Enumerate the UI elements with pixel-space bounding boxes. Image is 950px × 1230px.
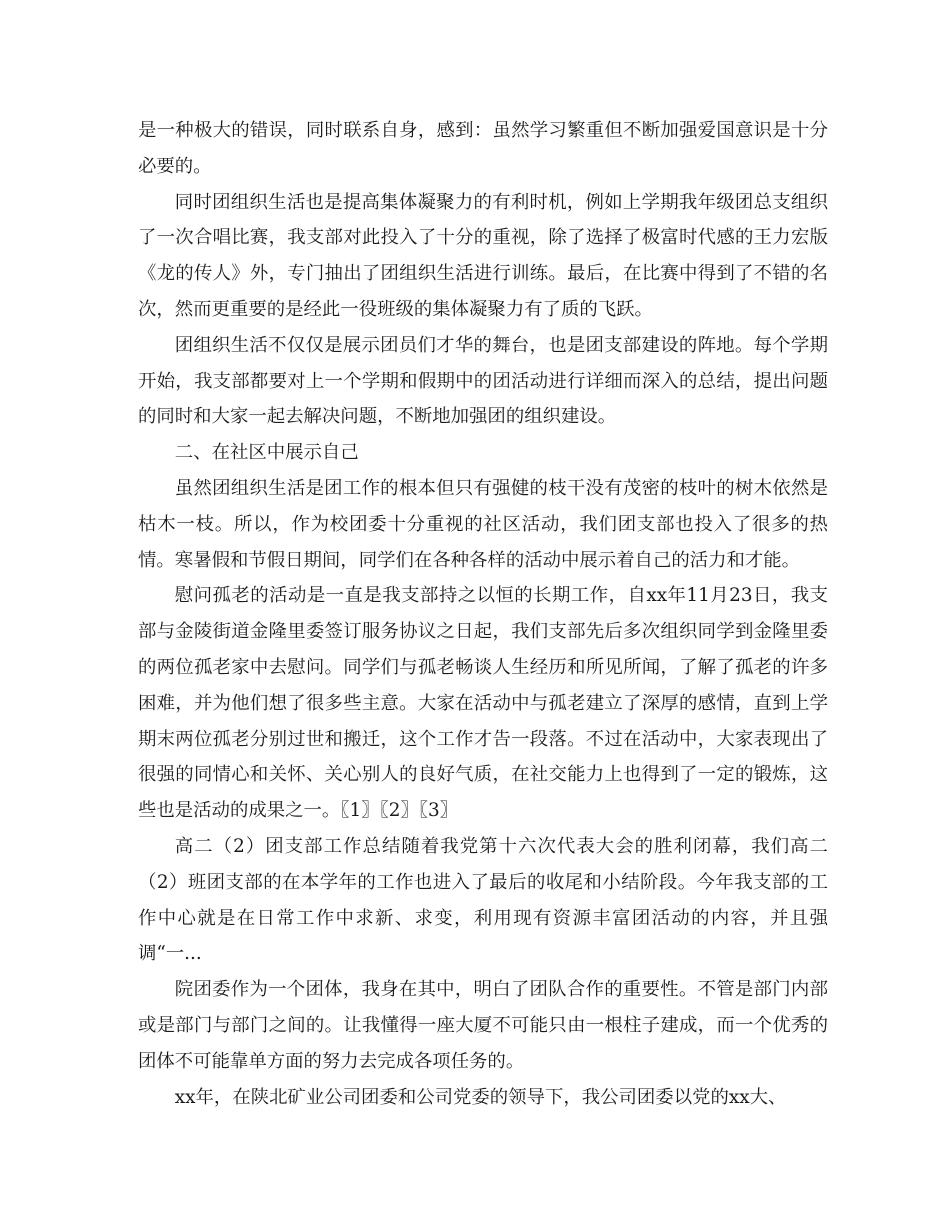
paragraph-8: xx年，在陕北矿业公司团委和公司党委的领导下，我公司团委以党的xx大、: [174, 1086, 787, 1108]
document-body: [138, 113, 828, 1115]
paragraph-4: 虽然团组织生活是团工作的根本但只有强健的枝干没有茂密的枝叶的树木依然是枯木一枝。所以，作为校团委十分重视的社区活动，我们团支部也投入了很多的热情。寒暑假和节假日期间，同学们在各种各样的活动中展示着自己的活力和才能。: [138, 477, 828, 571]
paragraph-1: 是一种极大的错误，同时联系自身，感到：虽然学习繁重但不断加强爱国意识是十分必要的。: [138, 120, 828, 177]
section-heading: 二、在社区中展示自己: [174, 442, 359, 464]
paragraph-3: 团组织生活不仅仅是展示团员们才华的舞台，也是团支部建设的阵地。每个学期开始，我支部都要对上一个学期和假期中的团活动进行详细而深入的总结，提出问题的同时和大家一起去解决问题，不断地加强团的组织建设。: [138, 334, 828, 428]
paragraph-6: 高二（2）团支部工作总结随着我党第十六次代表大会的胜利闭幕，我们高二（2）班团支部的在本学年的工作也进入了最后的收尾和小结阶段。今年我支部的工作中心就是在日常工作中求新、求变，利用现有资源丰富团活动的内容，并且强调“一...: [138, 835, 828, 965]
paragraph-2: 同时团组织生活也是提高集体凝聚力的有利时机，例如上学期我年级团总支组织了一次合唱比赛，我支部对此投入了十分的重视，除了选择了极富时代感的王力宏版《龙的传人》外，专门抽出了团组织生活进行训练。最后，在比赛中得到了不错的名次，然而更重要的是经此一役班级的集体凝聚力有了质的飞跃。: [138, 191, 828, 320]
paragraph-7: 院团委作为一个团体，我身在其中，明白了团队合作的重要性。不管是部门内部或是部门与部门之间的。让我懂得一座大厦不可能只由一根柱子建成，而一个优秀的团体不可能靠单方面的努力去完成各项任务的。: [138, 979, 828, 1072]
paragraph-5: 慰问孤老的活动是一直是我支部持之以恒的长期工作，自xx年11月23日，我支部与金陵街道金隆里委签订服务协议之日起，我们支部先后多次组织同学到金隆里委的两位孤老家中去慰问。同学们与孤老畅谈人生经历和所见所闻，了解了孤老的许多困难，并为他们想了很多些主意。大家在活动中与孤老建立了深厚的感情，直到上学期末两位孤老分别过世和搬迁，这个工作才告一段落。不过在活动中，大家表现出了很强的同情心和关怀、关心别人的良好气质，在社交能力上也得到了一定的锻炼，这些也是活动的成果之一。〖1〗〖2〗〖3〗: [138, 585, 828, 822]
